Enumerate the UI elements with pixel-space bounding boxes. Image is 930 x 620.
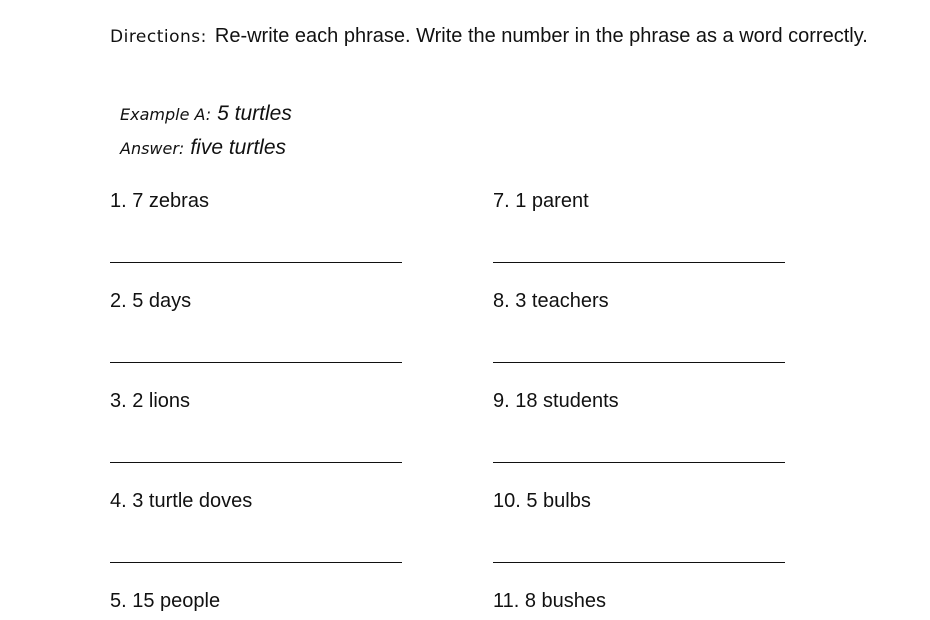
answer-line[interactable] — [493, 562, 785, 563]
example-phrase: 5 turtles — [217, 102, 292, 125]
item-5: 5. 15 people — [110, 590, 221, 612]
directions-text: Re-write each phrase. Write the number in the phrase as a word correctly. — [214, 25, 868, 47]
item-3: 3. 2 lions — [110, 390, 191, 412]
answer-line[interactable] — [493, 362, 785, 363]
answer-line[interactable] — [110, 562, 402, 563]
answer-line[interactable] — [110, 462, 402, 463]
example-label: Example A: — [120, 105, 212, 124]
answer-line[interactable] — [110, 362, 402, 363]
directions-label: Directions: — [110, 27, 207, 47]
item-4: 4. 3 turtle doves — [110, 490, 253, 512]
answer-label: Answer: — [120, 139, 185, 158]
directions — [110, 18, 870, 55]
answer-line[interactable] — [493, 462, 785, 463]
answer-line[interactable] — [493, 262, 785, 263]
item-1: 1. 7 zebras — [110, 190, 209, 212]
item-8: 8. 3 teachers — [493, 290, 609, 312]
item-9: 9. 18 students — [493, 390, 619, 412]
item-7: 7. 1 parent — [493, 190, 589, 212]
answer-line[interactable] — [110, 262, 402, 263]
item-2: 2. 5 days — [110, 290, 192, 312]
item-11: 11. 8 bushes — [493, 590, 607, 612]
item-10: 10. 5 bulbs — [493, 490, 591, 512]
example-answer: five turtles — [190, 136, 287, 159]
answer-row — [120, 136, 286, 160]
example-row — [120, 102, 292, 126]
